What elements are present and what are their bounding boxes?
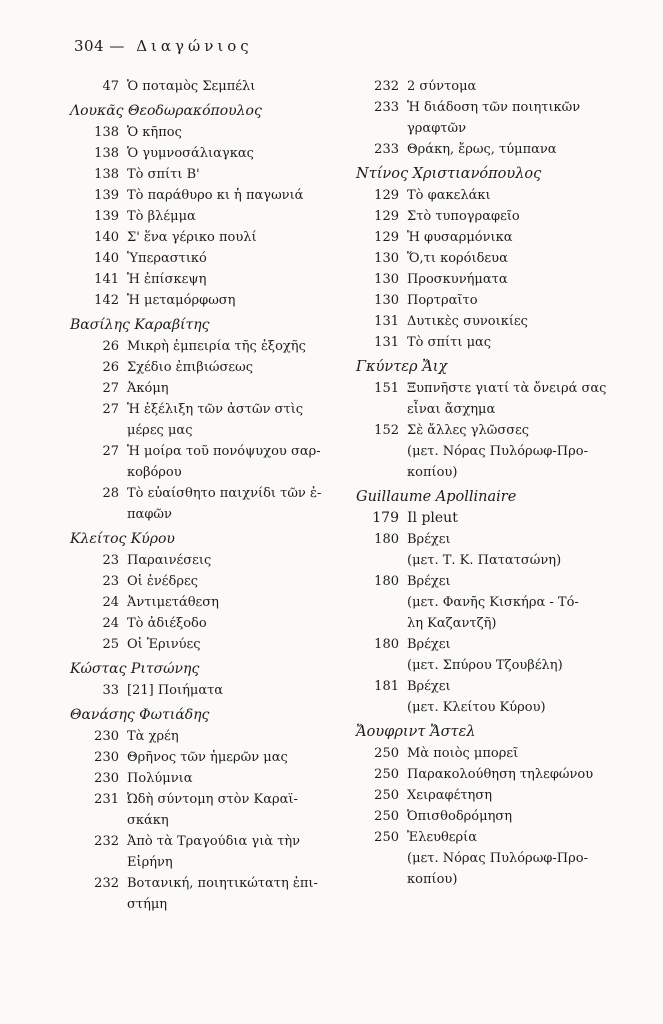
entry-title-line: Οἱ ἐνέδρες bbox=[127, 574, 198, 589]
index-column-right bbox=[356, 76, 624, 890]
entry-title-line: Παραινέσεις bbox=[127, 553, 212, 568]
index-entry bbox=[356, 185, 624, 206]
entry-page-number: 230 bbox=[94, 750, 119, 765]
index-entry bbox=[70, 76, 342, 97]
index-entry bbox=[356, 97, 624, 139]
entry-title-line: Παρακολούθηση τηλεφώνου bbox=[407, 767, 594, 782]
entry-title-line: Ἀπὸ τὰ Τραγούδια γιὰ τὴν bbox=[127, 834, 301, 849]
entry-page-number: 180 bbox=[374, 574, 399, 589]
entry-title-line: Σὲ ἄλλες γλῶσσες bbox=[407, 423, 530, 438]
entry-title-line: στήμη bbox=[127, 897, 168, 912]
entry-title-line: Δυτικὲς συνοικίες bbox=[407, 314, 528, 329]
entry-title bbox=[127, 592, 342, 613]
entry-title-line: Μὰ ποιὸς μπορεῖ bbox=[407, 746, 519, 761]
entry-page-number: 140 bbox=[94, 251, 119, 266]
index-entry bbox=[356, 508, 624, 529]
entry-title-line: Ἡ διάδοση τῶν ποιητικῶν bbox=[407, 100, 581, 115]
entry-title bbox=[407, 290, 624, 311]
entry-title-line: Ἀντιμετάθεση bbox=[127, 595, 219, 610]
entry-title-line: Τὸ ἀδιέξοδο bbox=[127, 616, 207, 631]
entry-title bbox=[127, 290, 342, 311]
entry-title-line: μέρες μας bbox=[127, 423, 193, 438]
index-entry bbox=[70, 357, 342, 378]
entry-page-number: 138 bbox=[94, 167, 119, 182]
entry-page-number: 230 bbox=[94, 729, 119, 744]
entry-title bbox=[407, 185, 624, 206]
entry-title-line: Τὸ σπίτι Β' bbox=[127, 167, 200, 182]
entry-page-number: 129 bbox=[374, 209, 399, 224]
entry-title-line: Μικρὴ ἐμπειρία τῆς ἐξοχῆς bbox=[127, 339, 306, 354]
index-entry bbox=[70, 378, 342, 399]
entry-title bbox=[127, 164, 342, 185]
index-entry bbox=[356, 332, 624, 353]
entry-page-number: 26 bbox=[102, 360, 119, 375]
entry-title bbox=[127, 613, 342, 634]
entry-title bbox=[127, 483, 342, 525]
entry-page-number: 180 bbox=[374, 637, 399, 652]
entry-title bbox=[407, 806, 624, 827]
index-entry bbox=[356, 743, 624, 764]
entry-title bbox=[407, 206, 624, 227]
author-name: Γκύντερ Ἄιχ bbox=[356, 359, 448, 375]
entry-page-number: 233 bbox=[374, 142, 399, 157]
entry-title-line: λη Καζαντζῆ) bbox=[407, 616, 497, 631]
entry-page-number: 27 bbox=[102, 381, 119, 396]
entry-page-number: 33 bbox=[102, 683, 119, 698]
entry-page-number: 23 bbox=[102, 574, 119, 589]
entry-title-line: Ὁ κῆπος bbox=[127, 125, 182, 140]
entry-page-number: 142 bbox=[94, 293, 119, 308]
entry-title-line: [21] Ποιήματα bbox=[127, 683, 224, 698]
entry-page-number: 250 bbox=[374, 746, 399, 761]
entry-page-number: 180 bbox=[374, 532, 399, 547]
entry-page-number: 232 bbox=[94, 834, 119, 849]
entry-page-number: 131 bbox=[374, 335, 399, 350]
entry-title-line: Βρέχει bbox=[407, 574, 451, 589]
entry-page-number: 24 bbox=[102, 595, 119, 610]
entry-title bbox=[127, 768, 342, 789]
entry-page-number: 232 bbox=[94, 876, 119, 891]
index-entry bbox=[70, 336, 342, 357]
entry-page-number: 250 bbox=[374, 788, 399, 803]
entry-page-number: 28 bbox=[102, 486, 119, 501]
entry-title bbox=[127, 571, 342, 592]
entry-title-line: Προσκυνήματα bbox=[407, 272, 508, 287]
entry-title bbox=[127, 726, 342, 747]
index-entry bbox=[356, 764, 624, 785]
index-entry bbox=[70, 143, 342, 164]
entry-title-line: Ξυπνῆστε γιατί τὰ ὄνειρά σας bbox=[407, 381, 607, 396]
index-entry bbox=[356, 785, 624, 806]
index-entry bbox=[70, 747, 342, 768]
entry-title-line: Ἡ ἐξέλιξη τῶν ἀστῶν στὶς bbox=[127, 402, 304, 417]
entry-title-line: Βρέχει bbox=[407, 637, 451, 652]
entry-title bbox=[407, 634, 624, 676]
entry-title-line: Τὸ φακελάκι bbox=[407, 188, 491, 203]
entry-page-number: 151 bbox=[374, 381, 399, 396]
entry-title-line: Ὅ,τι κορόιδευα bbox=[407, 251, 508, 266]
running-header bbox=[74, 37, 253, 55]
index-entry bbox=[70, 399, 342, 441]
index-entry bbox=[356, 206, 624, 227]
entry-title bbox=[127, 248, 342, 269]
entry-title-line: σκάκη bbox=[127, 813, 169, 828]
entry-page-number: 23 bbox=[102, 553, 119, 568]
index-entry bbox=[70, 122, 342, 143]
index-entry bbox=[70, 441, 342, 483]
entry-title-line: κοπίου) bbox=[407, 465, 458, 480]
index-entry bbox=[356, 269, 624, 290]
entry-page-number: 131 bbox=[374, 314, 399, 329]
index-entry bbox=[356, 529, 624, 571]
entry-title-line: Οἱ Ἐρινύες bbox=[127, 637, 201, 652]
author-name: Ντίνος Χριστιανόπουλος bbox=[356, 166, 542, 182]
entry-title bbox=[407, 139, 624, 160]
entry-page-number: 130 bbox=[374, 251, 399, 266]
entry-page-number: 25 bbox=[102, 637, 119, 652]
entry-page-number: 179 bbox=[372, 510, 399, 526]
entry-page-number: 250 bbox=[374, 767, 399, 782]
entry-title bbox=[127, 789, 342, 831]
index-entry bbox=[70, 185, 342, 206]
entry-title bbox=[407, 743, 624, 764]
entry-title-line: (μετ. Τ. Κ. Πατατσώνη) bbox=[407, 553, 562, 568]
entry-page-number: 232 bbox=[374, 79, 399, 94]
index-entry bbox=[70, 873, 342, 915]
entry-page-number: 231 bbox=[94, 792, 119, 807]
entry-title bbox=[407, 529, 624, 571]
entry-page-number: 130 bbox=[374, 272, 399, 287]
author-name: Λουκᾶς Θεοδωρακόπουλος bbox=[70, 103, 262, 119]
index-entry bbox=[70, 680, 342, 701]
entry-page-number: 27 bbox=[102, 402, 119, 417]
index-entry bbox=[70, 613, 342, 634]
entry-title bbox=[407, 332, 624, 353]
entry-title bbox=[127, 399, 342, 441]
entry-title-line: Ὠδὴ σύντομη στὸν Καραϊ- bbox=[127, 792, 298, 807]
entry-title-line: Ἀκόμη bbox=[127, 381, 169, 396]
index-entry bbox=[356, 139, 624, 160]
entry-title-line: 2 σύντομα bbox=[407, 79, 477, 94]
entry-title-line: κοβόρου bbox=[127, 465, 182, 480]
entry-title bbox=[407, 785, 624, 806]
entry-title-line: (μετ. Νόρας Πυλόρωφ-Προ- bbox=[407, 444, 588, 459]
entry-title bbox=[407, 571, 624, 634]
entry-title-line: Ἡ μεταμόρφωση bbox=[127, 293, 236, 308]
entry-title-line: Βρέχει bbox=[407, 532, 451, 547]
entry-title bbox=[127, 441, 342, 483]
entry-title-line: Τὸ παράθυρο κι ἡ παγωνιά bbox=[127, 188, 304, 203]
entry-title bbox=[127, 634, 342, 655]
entry-page-number: 129 bbox=[374, 230, 399, 245]
entry-title-line: Ἐλευθερία bbox=[407, 830, 478, 845]
index-entry bbox=[70, 227, 342, 248]
index-entry bbox=[356, 378, 624, 420]
entry-title-line: γραφτῶν bbox=[407, 121, 466, 136]
author-name: Θανάσης Φωτιάδης bbox=[70, 707, 210, 723]
entry-title bbox=[407, 676, 624, 718]
entry-page-number: 129 bbox=[374, 188, 399, 203]
index-entry bbox=[70, 726, 342, 747]
index-entry bbox=[356, 76, 624, 97]
entry-title-line: κοπίου) bbox=[407, 872, 458, 887]
entry-title bbox=[407, 311, 624, 332]
entry-title bbox=[127, 122, 342, 143]
entry-title-line: Βρέχει bbox=[407, 679, 451, 694]
journal-title: Διαγώνιος bbox=[136, 37, 253, 55]
entry-page-number: 233 bbox=[374, 100, 399, 115]
index-entry bbox=[70, 269, 342, 290]
entry-title-line: Ὁ ποταμὸς Σεμπέλι bbox=[127, 79, 256, 94]
index-entry bbox=[70, 592, 342, 613]
entry-title-line: παφῶν bbox=[127, 507, 172, 522]
entry-title-line: (μετ. Σπύρου Τζουβέλη) bbox=[407, 658, 563, 673]
entry-title-line: Ἡ φυσαρμόνικα bbox=[407, 230, 513, 245]
entry-title bbox=[407, 248, 624, 269]
entry-title bbox=[127, 357, 342, 378]
entry-title-line: Πολύμνια bbox=[127, 771, 193, 786]
entry-title-line: Ἡ ἐπίσκεψη bbox=[127, 272, 207, 287]
index-entry bbox=[70, 831, 342, 873]
entry-title-line: Ὁ γυμνοσάλιαγκας bbox=[127, 146, 254, 161]
author-name: Βασίλης Καραβίτης bbox=[70, 317, 210, 333]
index-entry bbox=[356, 806, 624, 827]
entry-page-number: 152 bbox=[374, 423, 399, 438]
index-entry bbox=[70, 571, 342, 592]
entry-title-line: Θρῆνος τῶν ἡμερῶν μας bbox=[127, 750, 288, 765]
entry-page-number: 24 bbox=[102, 616, 119, 631]
entry-title bbox=[407, 378, 624, 420]
entry-title-line: Βοτανική, ποιητικώτατη ἐπι- bbox=[127, 876, 318, 891]
entry-title bbox=[407, 269, 624, 290]
entry-title bbox=[127, 747, 342, 768]
index-entry bbox=[356, 571, 624, 634]
entry-title bbox=[127, 76, 342, 97]
entry-page-number: 139 bbox=[94, 188, 119, 203]
author-name: Κλείτος Κύρου bbox=[70, 531, 175, 547]
index-entry bbox=[70, 483, 342, 525]
index-entry bbox=[70, 248, 342, 269]
entry-page-number: 47 bbox=[102, 79, 119, 94]
entry-title-line: (μετ. Νόρας Πυλόρωφ-Προ- bbox=[407, 851, 588, 866]
entry-title-line: Στὸ τυπογραφεῖο bbox=[407, 209, 520, 224]
entry-title bbox=[127, 336, 342, 357]
entry-title bbox=[127, 269, 342, 290]
entry-title-line: (μετ. Φανῆς Κισκήρα - Τό- bbox=[407, 595, 579, 610]
entry-title bbox=[127, 378, 342, 399]
entry-title bbox=[127, 206, 342, 227]
entry-title bbox=[407, 827, 624, 890]
entry-title-line: εἶναι ἄσχημα bbox=[407, 402, 496, 417]
entry-page-number: 140 bbox=[94, 230, 119, 245]
entry-page-number: 181 bbox=[374, 679, 399, 694]
entry-title-line: Θράκη, ἔρως, τύμπανα bbox=[407, 142, 557, 157]
index-entry bbox=[356, 248, 624, 269]
author-name: Ἄουφριντ Ἄστελ bbox=[356, 724, 476, 740]
entry-title-line: Τὸ σπίτι μας bbox=[407, 335, 492, 350]
page-number: 304 bbox=[74, 37, 105, 55]
entry-title-line: Σ' ἕνα γέρικο πουλί bbox=[127, 230, 257, 245]
entry-title-line: Ὀπισθοδρόμηση bbox=[407, 809, 513, 824]
entry-title-line: Ἡ μοίρα τοῦ πονόψυχου σαρ- bbox=[127, 444, 321, 459]
entry-title bbox=[127, 831, 342, 873]
entry-title-line: Τὸ βλέμμα bbox=[127, 209, 196, 224]
entry-title-line: Ὑπεραστικό bbox=[127, 251, 207, 266]
index-entry bbox=[70, 164, 342, 185]
entry-title bbox=[407, 97, 624, 139]
entry-title bbox=[407, 764, 624, 785]
entry-page-number: 138 bbox=[94, 125, 119, 140]
entry-page-number: 138 bbox=[94, 146, 119, 161]
entry-title-line: Σχέδιο ἐπιβιώσεως bbox=[127, 360, 254, 375]
index-entry bbox=[356, 290, 624, 311]
entry-title bbox=[407, 508, 624, 529]
entry-title-line: Χειραφέτηση bbox=[407, 788, 492, 803]
entry-page-number: 250 bbox=[374, 809, 399, 824]
index-entry bbox=[70, 789, 342, 831]
index-entry bbox=[356, 676, 624, 718]
index-column-left bbox=[70, 76, 342, 915]
entry-page-number: 141 bbox=[94, 272, 119, 287]
index-entry bbox=[70, 768, 342, 789]
entry-title-line: Πορτραῖτο bbox=[407, 293, 478, 308]
entry-title bbox=[127, 185, 342, 206]
index-entry bbox=[70, 550, 342, 571]
entry-title bbox=[127, 550, 342, 571]
header-dash: — bbox=[109, 37, 125, 55]
index-entry bbox=[70, 206, 342, 227]
index-entry bbox=[356, 634, 624, 676]
entry-title-line: Εἰρήνη bbox=[127, 855, 173, 870]
index-entry bbox=[70, 634, 342, 655]
index-entry bbox=[356, 227, 624, 248]
entry-page-number: 27 bbox=[102, 444, 119, 459]
entry-title bbox=[407, 420, 624, 483]
entry-title-line: (μετ. Κλείτου Κύρου) bbox=[407, 700, 546, 715]
entry-title bbox=[127, 680, 342, 701]
author-name: Κώστας Ριτσώνης bbox=[70, 661, 200, 677]
entry-page-number: 250 bbox=[374, 830, 399, 845]
entry-title bbox=[127, 143, 342, 164]
entry-title bbox=[407, 76, 624, 97]
author-name: Guillaume Apollinaire bbox=[356, 489, 517, 505]
entry-title bbox=[127, 873, 342, 915]
entry-page-number: 230 bbox=[94, 771, 119, 786]
index-entry bbox=[70, 290, 342, 311]
entry-title-line: Τὸ εὐαίσθητο παιχνίδι τῶν ἐ- bbox=[127, 486, 322, 501]
index-entry bbox=[356, 311, 624, 332]
entry-page-number: 130 bbox=[374, 293, 399, 308]
entry-title-line: Τὰ χρέη bbox=[127, 729, 179, 744]
entry-title-line: Il pleut bbox=[407, 510, 458, 526]
entry-page-number: 26 bbox=[102, 339, 119, 354]
entry-page-number: 139 bbox=[94, 209, 119, 224]
index-entry bbox=[356, 420, 624, 483]
entry-title bbox=[407, 227, 624, 248]
entry-title bbox=[127, 227, 342, 248]
index-entry bbox=[356, 827, 624, 890]
